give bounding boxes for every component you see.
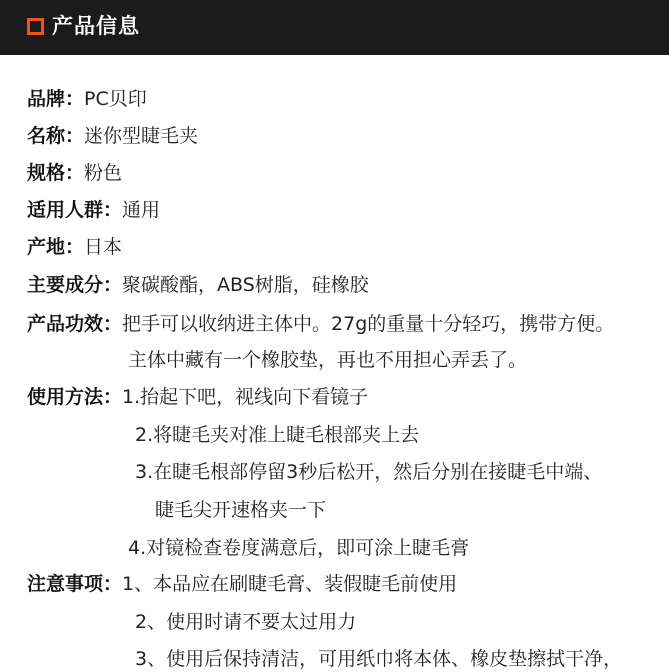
row-value: 聚碳酸酯，ABS树脂，硅橡胶 <box>122 274 369 296</box>
row-value: 主体中藏有一个橡胶垫，再也不用担心弄丢了。 <box>128 349 528 371</box>
row-value: 3.在睫毛根部停留3秒后松开，然后分别在接睫毛中端、 <box>135 461 603 483</box>
row-value: 把手可以收纳进主体中。27g的重量十分轻巧，携带方便。 <box>122 313 615 335</box>
info-row-usage-step4 <box>128 535 469 561</box>
row-value: 1.抬起下吧，视线向下看镜子 <box>122 386 369 408</box>
row-value: 睫毛尖开速格夹一下 <box>155 499 327 521</box>
row-label: 产地： <box>27 236 85 258</box>
info-row-usage-step2 <box>135 422 419 448</box>
row-value: 3、使用后保持清洁，可用纸巾将本体、橡皮垫擦拭干净， <box>135 648 623 670</box>
row-value: 日本 <box>84 236 123 258</box>
info-row-name <box>27 123 198 149</box>
row-value: 迷你型睫毛夹 <box>84 125 199 147</box>
info-row-spec <box>27 160 122 186</box>
info-row-ingredients <box>27 272 369 298</box>
row-value: 4.对镜检查卷度满意后，即可涂上睫毛膏 <box>128 537 470 559</box>
info-row-usage <box>27 384 368 410</box>
row-label: 注意事项： <box>27 573 123 595</box>
section-title: 产品信息 <box>52 14 140 38</box>
info-row-notes <box>27 571 457 597</box>
info-row-notes-3 <box>135 646 622 672</box>
row-label: 名称： <box>27 125 85 147</box>
row-label: 品牌： <box>27 88 85 110</box>
row-value: 2.将睫毛夹对准上睫毛根部夹上去 <box>135 424 420 446</box>
info-row-function <box>27 311 614 337</box>
row-value: 1、本品应在刷睫毛膏、装假睫毛前使用 <box>122 573 458 595</box>
row-label: 规格： <box>27 162 85 184</box>
info-row-origin <box>27 234 122 260</box>
row-value: 通用 <box>122 199 161 221</box>
row-label: 使用方法： <box>27 386 123 408</box>
row-value: PC贝印 <box>84 88 147 110</box>
info-row-brand <box>27 86 147 112</box>
info-row-audience <box>27 197 160 223</box>
info-row-usage-step3 <box>135 459 602 485</box>
row-label: 主要成分： <box>27 274 123 296</box>
section-header <box>0 0 669 55</box>
info-row-notes-2 <box>135 609 356 635</box>
row-value: 2、使用时请不要太过用力 <box>135 611 357 633</box>
square-bullet-icon <box>27 18 44 35</box>
row-value: 粉色 <box>84 162 123 184</box>
info-row-usage-step3-cont <box>155 497 326 523</box>
row-label: 产品功效： <box>27 313 123 335</box>
info-row-function-cont <box>128 347 527 373</box>
row-label: 适用人群： <box>27 199 123 221</box>
